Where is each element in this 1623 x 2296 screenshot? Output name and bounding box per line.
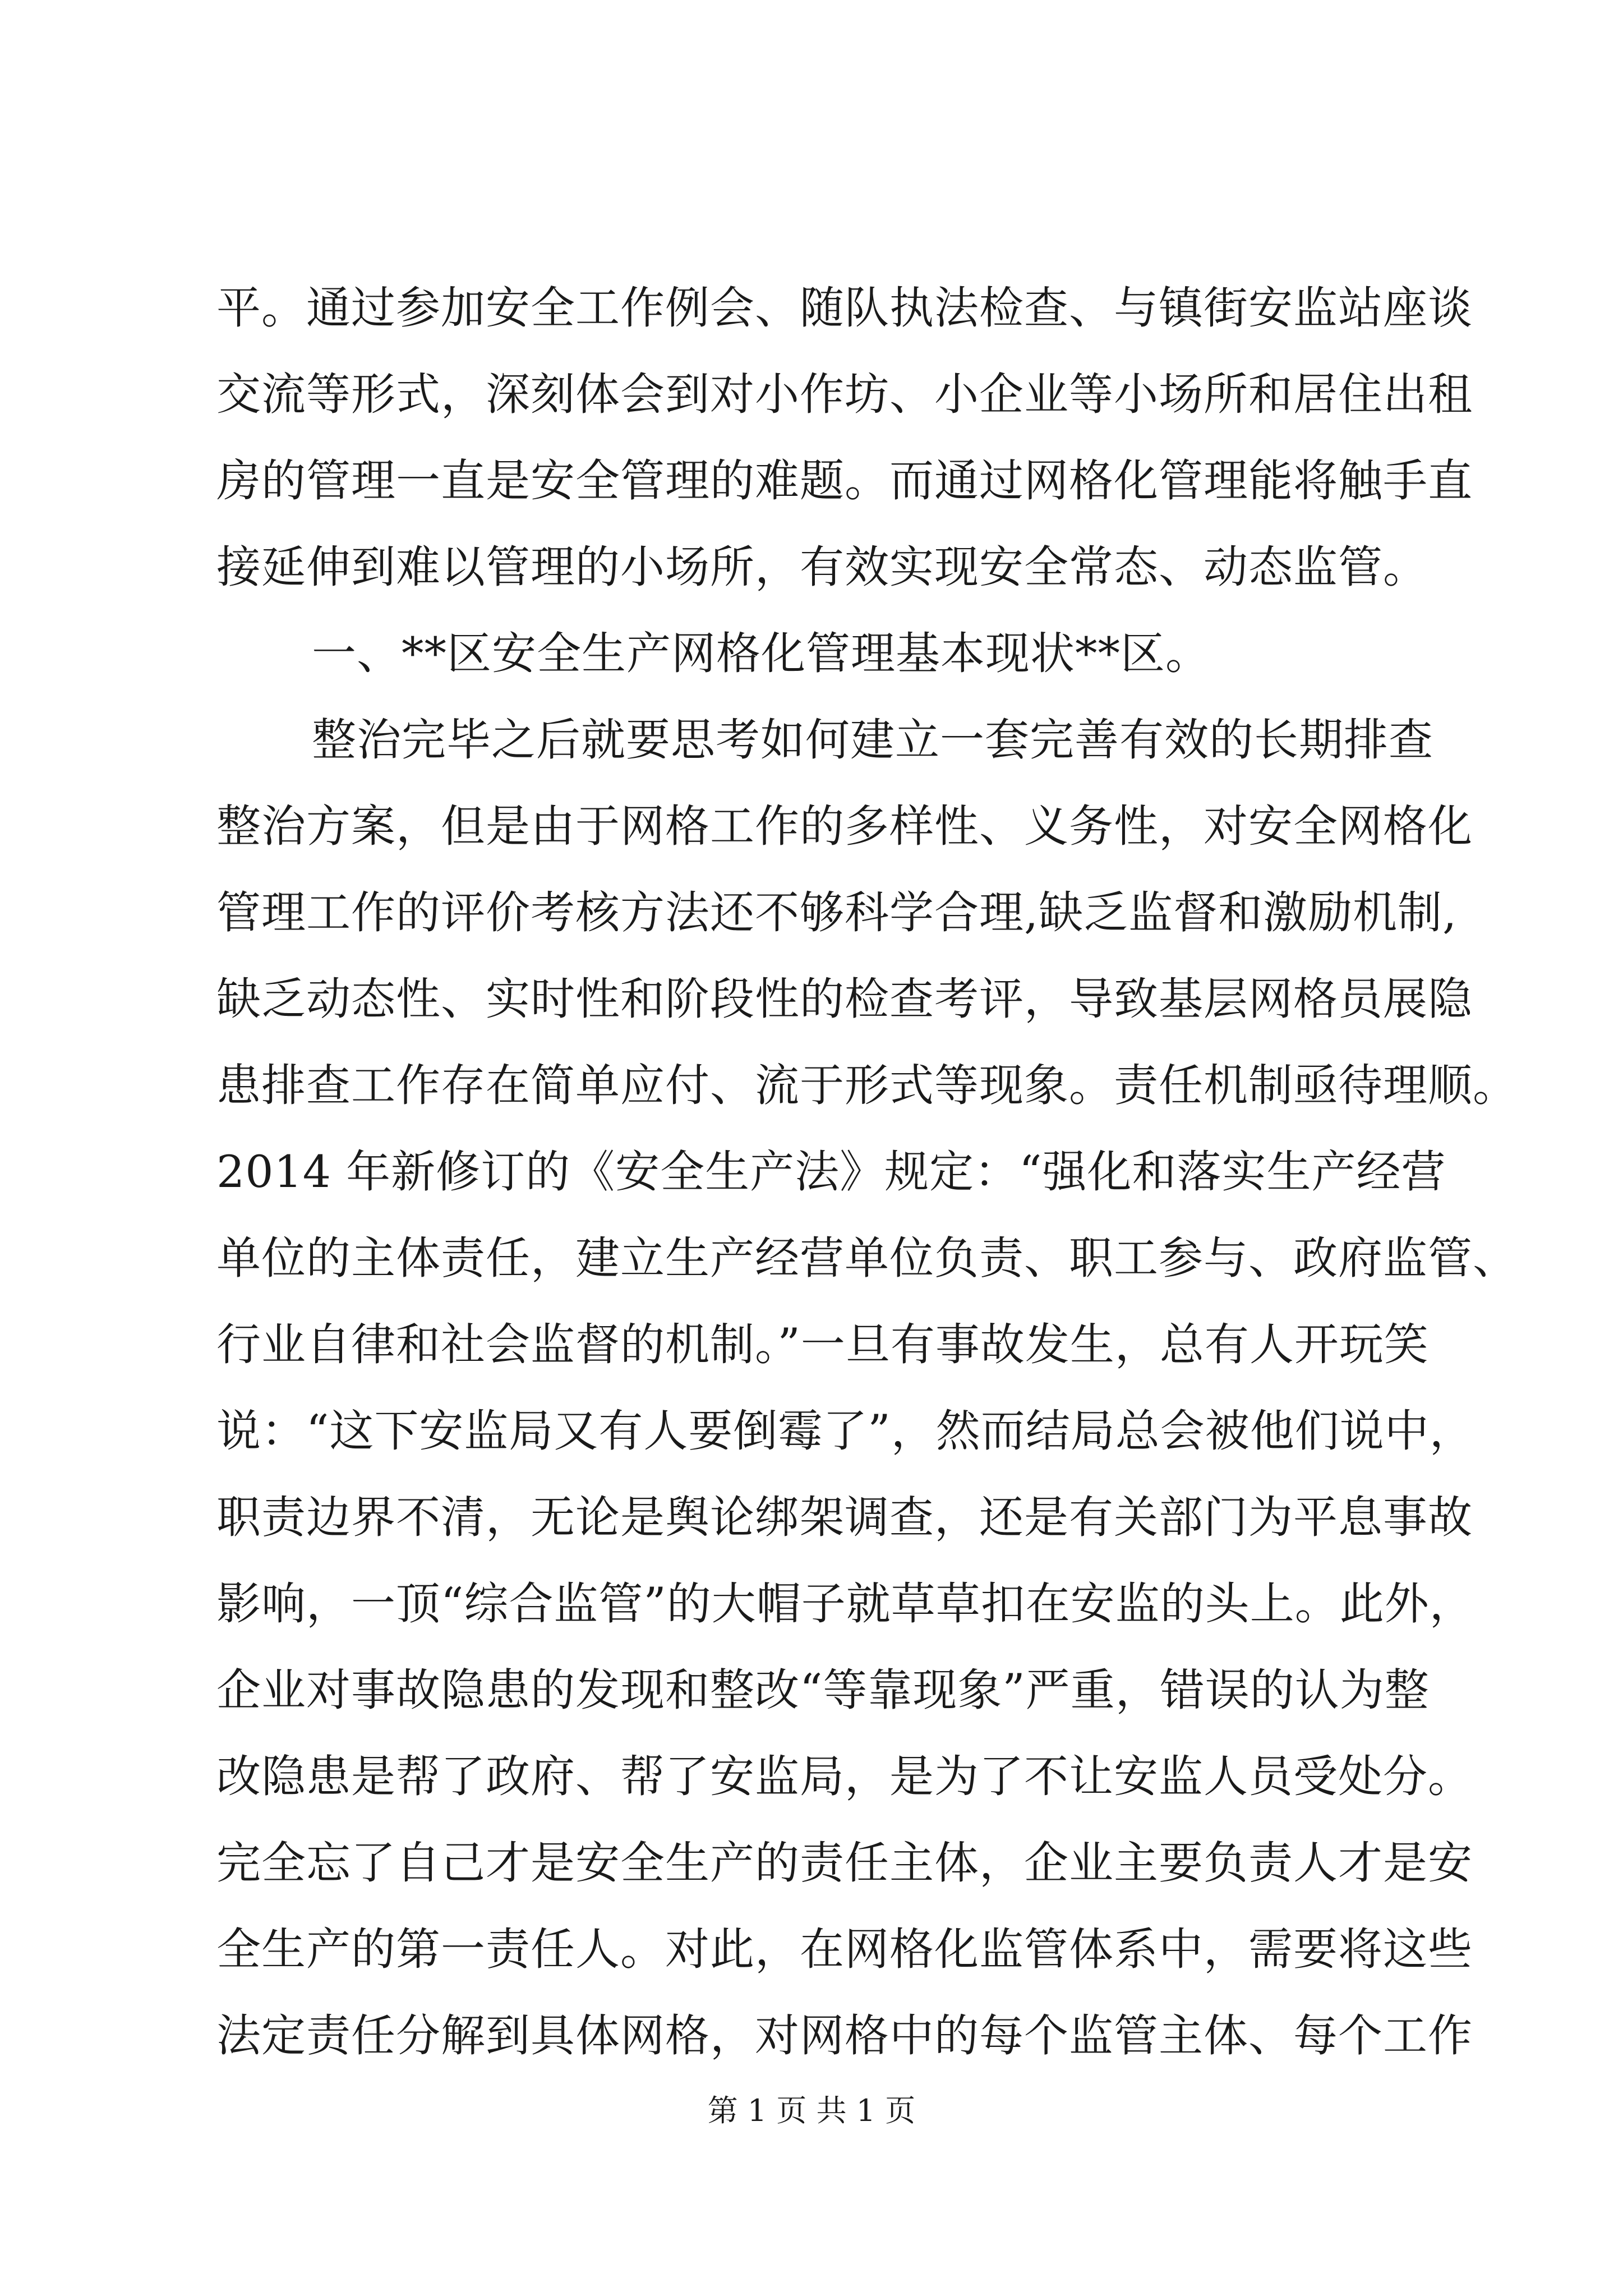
text-line-11: 2014 年新修订的《安全生产法》规定：“强化和落实生产经营 <box>216 1146 1446 1198</box>
text-line-1: 平。通过参加安全工作例会、随队执法检查、与镇街安监站座谈 <box>216 282 1473 334</box>
text-line-4: 接延伸到难以管理的小场所，有效实现安全常态、动态监管。 <box>216 541 1428 593</box>
text-line-2: 交流等形式，深刻体会到对小作坊、小企业等小场所和居住出租 <box>216 369 1473 420</box>
text-line-8: 管理工作的评价考核方法还不够科学合理,缺乏监督和激励机制, <box>216 887 1458 938</box>
section-heading: 一、**区安全生产网格化管理基本现状**区。 <box>312 628 1210 679</box>
text-line-7: 整治方案，但是由于网格工作的多样性、义务性，对安全网格化 <box>216 800 1473 852</box>
text-line-3: 房的管理一直是安全管理的难题。而通过网格化管理能将触手直 <box>216 455 1473 507</box>
paragraph-first-line: 整治完毕之后就要思考如何建立一套完善有效的长期排查 <box>312 714 1433 766</box>
text-line-13: 行业自律和社会监督的机制。”一旦有事故发生，总有人开玩笑 <box>216 1319 1429 1370</box>
text-line-14: 说：“这下安监局又有人要倒霉了”，然而结局总会被他们说中， <box>216 1405 1474 1457</box>
page-footer: 第 1 页 共 1 页 <box>707 2093 916 2128</box>
text-line-10: 患排查工作存在简单应付、流于形式等现象。责任机制亟待理顺。 <box>216 1060 1518 1111</box>
text-line-17: 企业对事故隐患的发现和整改“等靠现象”严重，错误的认为整 <box>216 1664 1430 1716</box>
text-line-18: 改隐患是帮了政府、帮了安监局，是为了不让安监人员受处分。 <box>216 1751 1473 1802</box>
text-line-15: 职责边界不清，无论是舆论绑架调查，还是有关部门为平息事故 <box>216 1492 1473 1543</box>
document-body <box>216 265 1518 2079</box>
text-line-19: 完全忘了自己才是安全生产的责任主体，企业主要负责人才是安 <box>216 1837 1473 1889</box>
text-line-12: 单位的主体责任，建立生产经营单位负责、职工参与、政府监管、 <box>216 1232 1518 1284</box>
text-line-21: 法定责任分解到具体网格，对网格中的每个监管主体、每个工作 <box>216 2010 1473 2062</box>
text-line-16: 影响，一顶“综合监管”的大帽子就草草扣在安监的头上。此外， <box>216 1578 1474 1630</box>
text-line-9: 缺乏动态性、实时性和阶段性的检查考评，导致基层网格员展隐 <box>216 973 1473 1025</box>
text-line-20: 全生产的第一责任人。对此，在网格化监管体系中，需要将这些 <box>216 1924 1473 1975</box>
